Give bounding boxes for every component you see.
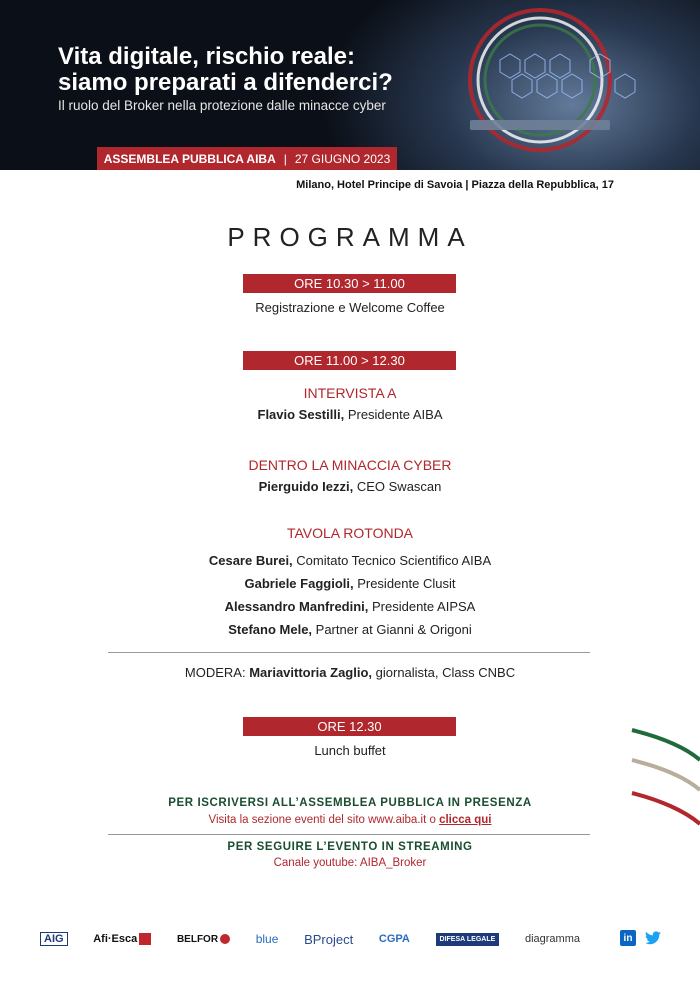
panelist-role: Presidente AIPSA [368,599,476,614]
panelist-role: Partner at Gianni & Origoni [312,622,472,637]
linkedin-icon[interactable]: in [620,930,636,946]
sponsor-logo-afi-esca [93,933,151,945]
sponsor-logo-aig: AIG [40,932,68,946]
event-badge [97,147,397,170]
twitter-bird-icon [645,931,661,945]
panelist [0,622,700,637]
sponsor-logo-belfor [177,934,230,945]
interview-heading: INTERVISTA A [303,385,397,401]
registration-heading: PER ISCRIVERSI ALL’ASSEMBLEA PUBBLICA IN PRESENZA [168,797,532,809]
panelist-name: Alessandro Manfredini, [224,599,369,614]
sponsor-logo-blue: blue [255,932,279,946]
twitter-icon[interactable] [644,930,662,946]
threat-speaker-role: CEO Swascan [353,479,442,494]
interview-speaker-name: Flavio Sestilli, [257,407,345,422]
registration-link[interactable]: clicca qui [439,814,492,826]
badge-separator: | [283,151,287,166]
panelist [0,576,700,591]
social-links [620,930,662,946]
sponsor-logo-diagramma: diagramma [524,933,580,945]
event-subtitle: Il ruolo del Broker nella protezione dalle minacce cyber [58,98,386,113]
divider [108,652,590,653]
belfor-text: BELFOR [176,933,219,945]
round-table-heading: TAVOLA ROTONDA [286,525,414,541]
moderator-role: giornalista, Class CNBC [372,665,516,680]
moderator-line [0,665,700,680]
time-slot-2: ORE 11.00 > 12.30 [243,351,456,370]
time-slot-3: ORE 12.30 [243,717,456,736]
streaming-heading: PER SEGUIRE L’EVENTO IN STREAMING [227,841,473,853]
tablet-hologram-illustration [440,0,700,170]
time-slot-1: ORE 10.30 > 11.00 [243,274,456,293]
streaming-text[interactable]: Canale youtube: AIBA_Broker [273,857,427,869]
slot1-description: Registrazione e Welcome Coffee [255,300,445,315]
threat-speaker [0,479,700,494]
header-banner [0,0,700,170]
sponsor-logo-cgpa: CGPA [378,933,410,945]
panelist-name: Gabriele Faggioli, [244,576,354,591]
sponsor-logo-difesa-legale: DIFESA LEGALE [436,933,500,946]
afi-esca-text: Afi·Esca [93,933,138,945]
event-title-line1: Vita digitale, rischio reale: [58,43,355,70]
registration-description: Visita la sezione eventi del sito www.aiba.it o [208,814,440,826]
moderator-name: Mariavittoria Zaglio, [249,665,373,680]
threat-speaker-name: Pierguido Iezzi, [258,479,354,494]
event-label: ASSEMBLEA PUBBLICA AIBA [103,151,276,166]
event-title [58,44,393,96]
panelist [0,599,700,614]
slot3-description: Lunch buffet [314,743,386,758]
panelist-role: Presidente Clusit [353,576,456,591]
panelist [0,553,700,568]
sponsor-logo-bproject: BProject [304,931,354,947]
afi-esca-mark-icon [139,933,151,945]
panelist-name: Cesare Burei, [208,553,293,568]
interview-speaker [0,407,700,422]
panelist-name: Stefano Mele, [228,622,313,637]
program-title: PROGRAMMA [227,222,473,252]
interview-speaker-role: Presidente AIBA [344,407,443,422]
event-location: Milano, Hotel Principe di Savoia | Piazza della Repubblica, 17 [296,179,614,191]
moderator-label: MODERA: [184,665,250,680]
event-title-line2: siamo preparati a difenderci? [58,69,393,96]
event-date: 27 GIUGNO 2023 [294,151,391,166]
panelist-role: Comitato Tecnico Scientifico AIBA [292,553,492,568]
registration-text [0,814,700,826]
divider [108,834,590,835]
threat-heading: DENTRO LA MINACCIA CYBER [248,457,452,473]
belfor-mark-icon [220,934,230,944]
sponsor-logos [40,928,580,950]
